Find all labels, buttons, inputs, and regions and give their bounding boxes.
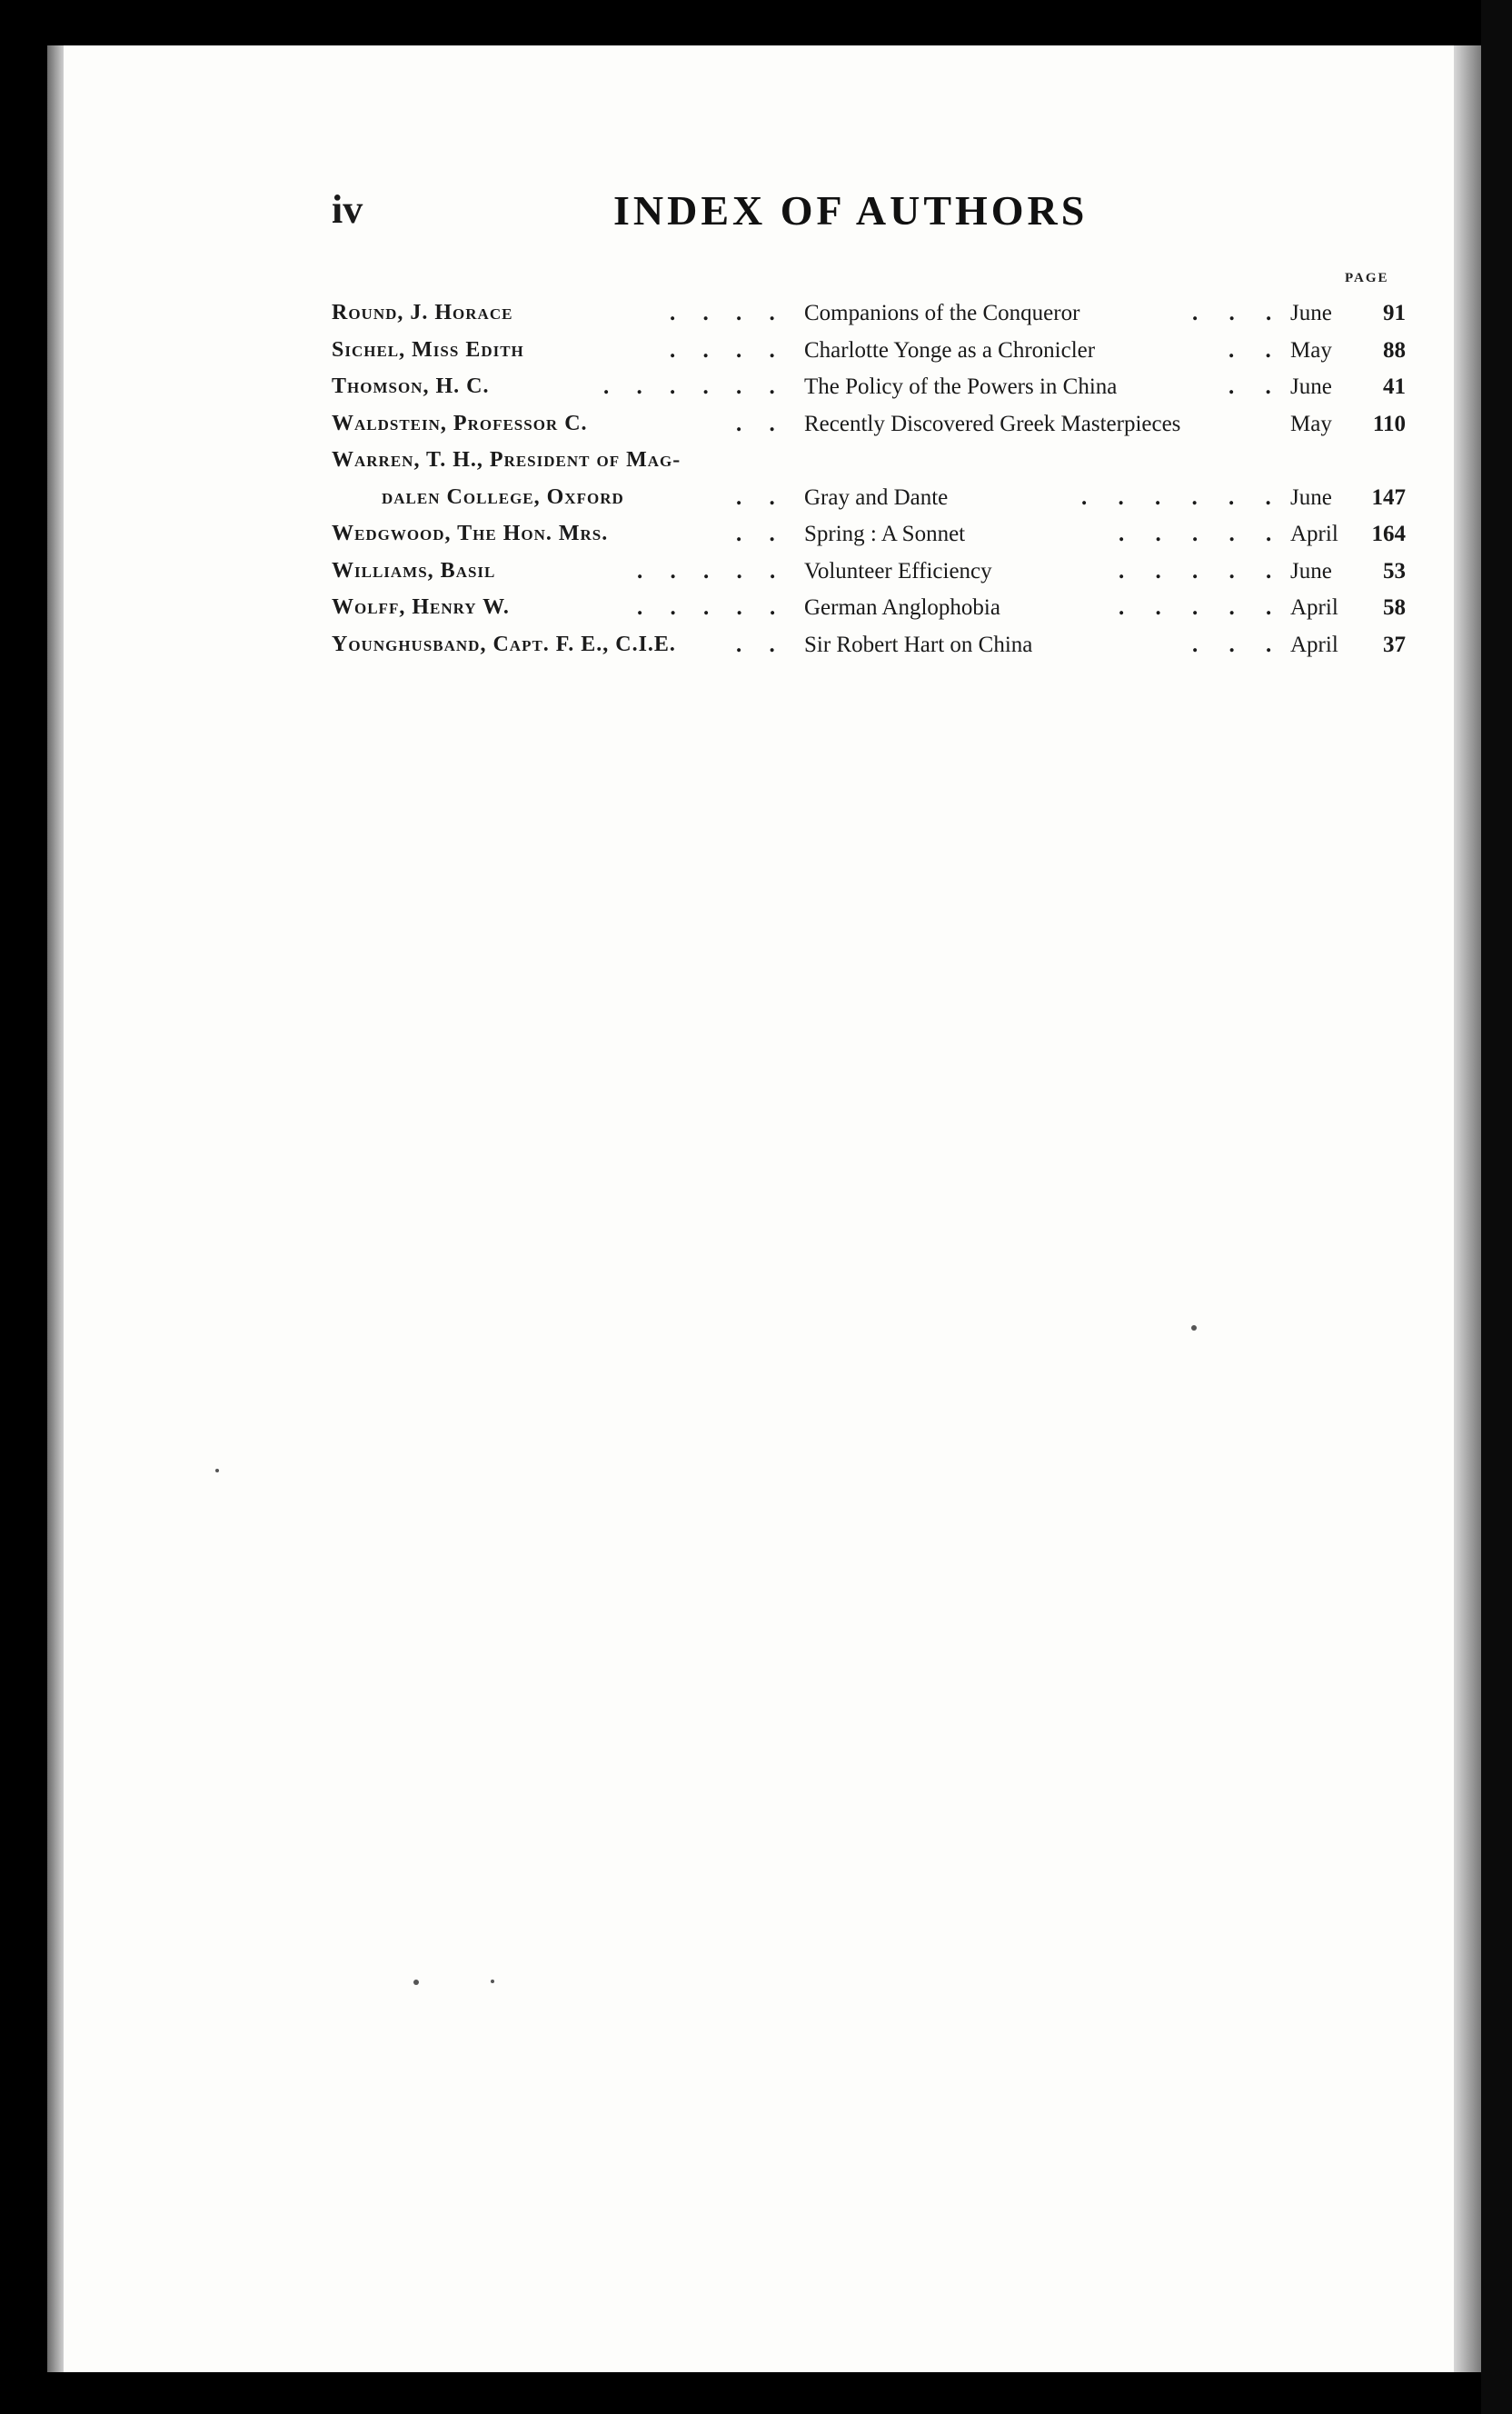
entry-month: May — [1290, 411, 1332, 436]
author-dot-leader: . . . . . . — [603, 374, 786, 399]
entry-article-title: Charlotte Yonge as a Chronicler — [804, 337, 1096, 363]
entry-article-title: Gray and Dante — [804, 484, 949, 510]
page-edge-right — [1454, 45, 1481, 2372]
entry-page-number: 147 — [1371, 484, 1406, 510]
scan-border-right — [1481, 0, 1512, 2414]
entry-author: Sichel, Miss Edith — [332, 337, 524, 362]
title-dot-leader: . . . . . — [1119, 595, 1285, 620]
entry-author: Warren, T. H., President of Mag- — [332, 448, 681, 472]
entry-month: April — [1290, 522, 1338, 546]
index-entry — [332, 590, 1404, 627]
entry-month: April — [1290, 595, 1338, 620]
entry-article-title: The Policy of the Powers in China — [804, 374, 1118, 399]
author-dot-leader: . . — [736, 522, 786, 546]
entry-month: June — [1290, 374, 1332, 399]
entry-article-title: Companions of the Conqueror — [804, 301, 1080, 325]
title-dot-leader: . . . — [1192, 632, 1285, 657]
title-dot-leader: . . . . . . — [1081, 484, 1284, 510]
index-entry — [332, 333, 1404, 370]
author-dot-leader: . . — [736, 632, 786, 657]
entry-page-number: 53 — [1383, 558, 1406, 584]
entry-author: Younghusband, Capt. F. E., C.I.E. — [332, 632, 676, 656]
author-dot-leader: . . — [736, 484, 786, 510]
author-dot-leader: . . . . — [670, 337, 786, 363]
entry-month: April — [1290, 632, 1338, 657]
scan-speck — [413, 1980, 419, 1985]
index-entry — [332, 443, 1404, 480]
page-title: INDEX OF AUTHORS — [613, 187, 1089, 234]
entry-month: June — [1290, 484, 1332, 510]
entry-author: Williams, Basil — [332, 558, 496, 583]
index-entry — [332, 369, 1404, 406]
entry-article-title: German Anglophobia — [804, 595, 1000, 620]
index-entry — [332, 295, 1404, 333]
folio: iv — [332, 187, 363, 232]
page-header — [332, 186, 1404, 250]
author-dot-leader: . . . . . — [637, 595, 787, 620]
page-edge-left — [47, 45, 64, 2372]
entry-author: Wedgwood, The Hon. Mrs. — [332, 522, 609, 545]
scan-speck — [1191, 1325, 1197, 1331]
author-dot-leader: . . — [736, 411, 786, 436]
title-dot-leader: . . . . . — [1119, 522, 1285, 546]
index-entry — [332, 516, 1404, 554]
index-entry — [332, 406, 1404, 444]
entry-author: Thomson, H. C. — [332, 374, 490, 398]
entry-page-number: 164 — [1371, 522, 1406, 546]
entry-page-number: 91 — [1383, 301, 1406, 325]
index-entry — [332, 480, 1404, 517]
title-dot-leader: . . — [1228, 374, 1284, 399]
entry-article-title: Spring : A Sonnet — [804, 522, 966, 546]
scan-speck — [215, 1469, 219, 1472]
title-dot-leader: . . . — [1192, 301, 1285, 325]
entry-month: May — [1290, 337, 1332, 363]
entry-author: Round, J. Horace — [332, 301, 513, 324]
entry-article-title: Sir Robert Hart on China — [804, 632, 1033, 657]
entry-month: June — [1290, 558, 1332, 584]
index-entry — [332, 627, 1404, 664]
page-column-label: PAGE — [1345, 271, 1389, 285]
title-dot-leader: . . — [1228, 337, 1284, 363]
index-entry — [332, 554, 1404, 591]
entry-page-number: 37 — [1383, 632, 1406, 657]
entry-article-title: Recently Discovered Greek Masterpieces — [804, 411, 1181, 436]
entry-page-number: 41 — [1383, 374, 1406, 399]
entry-author: dalen College, Oxford — [382, 484, 624, 509]
author-index-list — [332, 295, 1404, 663]
entry-month: June — [1290, 301, 1332, 325]
title-dot-leader: . . . . . — [1119, 558, 1285, 584]
entry-page-number: 110 — [1372, 411, 1406, 436]
entry-article-title: Volunteer Efficiency — [804, 558, 992, 584]
entry-author: Waldstein, Professor C. — [332, 411, 588, 435]
author-dot-leader: . . . . . — [637, 558, 787, 584]
author-dot-leader: . . . . — [670, 301, 786, 325]
entry-author: Wolff, Henry W. — [332, 595, 510, 619]
entry-page-number: 88 — [1383, 337, 1406, 363]
entry-page-number: 58 — [1383, 595, 1406, 620]
scan-speck — [491, 1980, 494, 1983]
